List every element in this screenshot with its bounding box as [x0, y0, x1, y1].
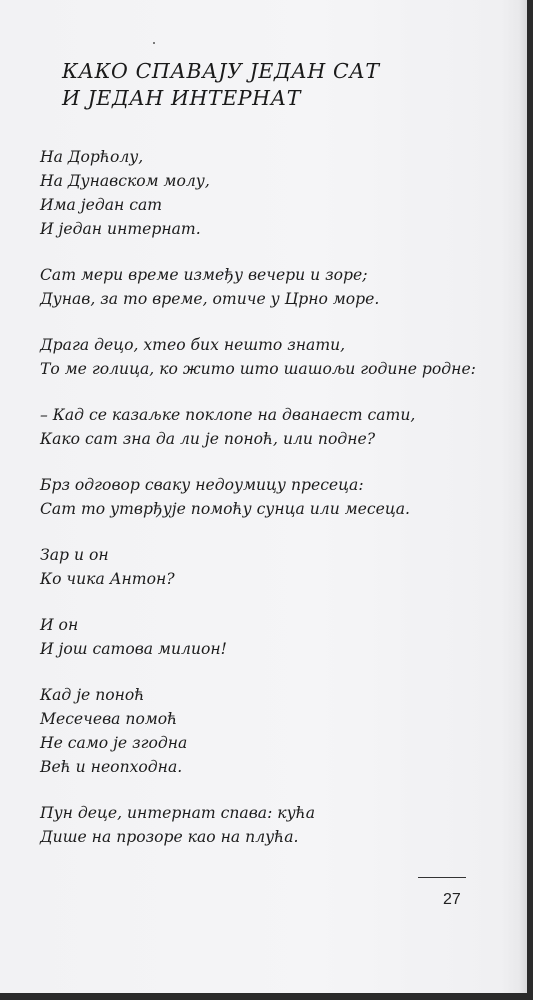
verse-line: Не само је згодна: [40, 734, 188, 752]
verse-line: Сат то утврђује помоћу сунца или месеца.: [40, 500, 410, 518]
verse-line: – Кад се казаљке поклопе на дванаест сати,: [40, 406, 416, 424]
verse-line: Сат мери време између вечери и зоре;: [40, 266, 368, 284]
stanza: [40, 613, 500, 661]
verse-line: Дунав, за то време, отиче у Црно море.: [40, 290, 380, 308]
verse-line: Има један сат: [40, 196, 163, 214]
stanza: [40, 543, 500, 591]
page-number: 27: [443, 891, 461, 908]
verse-line: Драга децо, хтео бих нешто знати,: [40, 336, 346, 354]
stanza: [40, 333, 500, 381]
poem-body: [40, 145, 500, 871]
stanza: [40, 145, 500, 241]
verse-line: И он: [40, 616, 79, 634]
verse-line: И још сатова милион!: [40, 640, 227, 658]
poem-title-line: И ЈЕДАН ИНТЕРНАТ: [62, 86, 302, 110]
verse-line: Кад је поноћ: [40, 686, 145, 704]
verse-line: То ме голица, ко жито што шашољи године родне:: [40, 360, 476, 378]
page-number-rule: [418, 877, 466, 878]
verse-line: Дише на прозоре као на плућа.: [40, 828, 299, 846]
verse-line: Брз одговор сваку недоумицу пресеца:: [40, 476, 364, 494]
verse-line: Како сат зна да ли је поноћ, или подне?: [40, 430, 376, 448]
stanza: [40, 263, 500, 311]
poem-title: [62, 58, 380, 112]
stanza: [40, 683, 500, 779]
verse-line: Пун деце, интернат спава: кућа: [40, 804, 315, 822]
verse-line: На Дорћолу,: [40, 148, 144, 166]
verse-line: Већ и неопходна.: [40, 758, 183, 776]
print-speck: [153, 42, 155, 44]
verse-line: Зар и он: [40, 546, 109, 564]
stanza: [40, 473, 500, 521]
poem-title-line: КАКО СПАВАЈУ ЈЕДАН САТ: [62, 59, 380, 83]
stanza: [40, 403, 500, 451]
verse-line: И један интернат.: [40, 220, 201, 238]
stanza: [40, 801, 500, 849]
verse-line: Ко чика Антон?: [40, 570, 175, 588]
verse-line: Месечева помоћ: [40, 710, 178, 728]
verse-line: На Дунавском молу,: [40, 172, 210, 190]
